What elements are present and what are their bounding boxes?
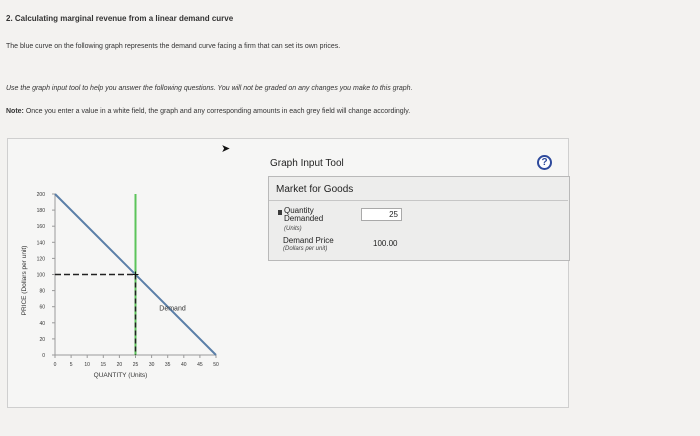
x-tick-label: 5 <box>69 362 73 368</box>
quantity-label-line2: Demanded <box>284 214 324 223</box>
x-tick-label: 45 <box>197 362 203 368</box>
x-tick-label: 0 <box>53 362 57 368</box>
note-text <box>6 108 410 115</box>
instructions-text: Use the graph input tool to help you answer the following questions. You will not be graded on any changes you make to this graph. <box>6 85 413 92</box>
help-button[interactable]: ? <box>537 155 552 170</box>
price-label: Demand Price <box>283 236 334 245</box>
x-tick-label: 30 <box>148 362 155 368</box>
x-tick-label: 25 <box>132 362 139 368</box>
x-tick-label: 20 <box>116 362 123 368</box>
y-tick-label: 180 <box>36 208 45 215</box>
y-tick-label: 100 <box>36 272 45 279</box>
y-tick-label: 120 <box>36 256 45 263</box>
quantity-swatch-icon <box>278 210 282 215</box>
y-tick-label: 80 <box>39 288 45 295</box>
y-tick-label: 0 <box>42 353 45 359</box>
x-tick-label: 35 <box>164 362 171 368</box>
x-tick-label: 15 <box>100 362 107 368</box>
market-title: Market for Goods <box>276 184 354 195</box>
note-label: Note: <box>6 108 24 115</box>
y-tick-label: 160 <box>36 224 45 231</box>
y-tick-label: 20 <box>39 336 45 343</box>
price-unit: (Dollars per unit) <box>283 246 328 252</box>
graph-input-tool-title: Graph Input Tool <box>270 158 344 169</box>
price-value: 100.00 <box>373 239 398 248</box>
y-tick-label: 200 <box>36 192 45 198</box>
note-body: Once you enter a value in a white field, the graph and any corresponding amounts in each grey field will change accordingly. <box>23 108 411 115</box>
demand-chart[interactable] <box>6 138 256 398</box>
question-title: 2. Calculating marginal revenue from a linear demand curve <box>6 14 234 23</box>
mouse-cursor-icon: ➤ <box>221 143 231 155</box>
x-tick-label: 50 <box>213 362 219 368</box>
x-axis-title: QUANTITY (Units) <box>93 372 148 379</box>
x-tick-label: 40 <box>181 362 187 368</box>
panel-divider <box>269 200 568 201</box>
y-tick-label: 60 <box>39 304 45 311</box>
y-tick-label: 140 <box>36 240 45 247</box>
quantity-unit: (Units) <box>284 226 302 232</box>
quantity-input[interactable] <box>361 208 402 221</box>
demand-label: Demand <box>159 305 186 313</box>
quantity-label: Quantity <box>284 206 314 215</box>
y-tick-label: 40 <box>39 320 45 327</box>
question-intro: The blue curve on the following graph represents the demand curve facing a firm that can set its own prices. <box>6 43 341 50</box>
y-axis-title: PRICE (Dollars per unit) <box>21 245 28 316</box>
x-tick-label: 10 <box>84 362 90 368</box>
